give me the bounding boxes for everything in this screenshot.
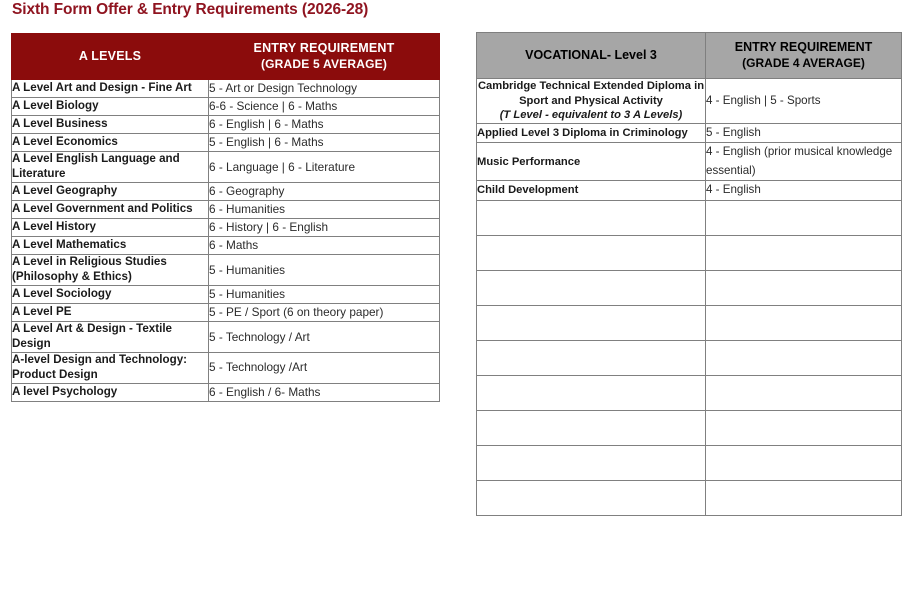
a-levels-body: [12, 80, 440, 402]
vocational-header-subject: VOCATIONAL- Level 3: [477, 33, 706, 79]
empty-subject-cell: [477, 235, 706, 270]
vocational-subject-title: Cambridge Technical Extended Diploma in Sport and Physical Activity: [477, 80, 705, 107]
empty-subject-cell: [477, 375, 706, 410]
a-levels-header-subject: A LEVELS: [12, 34, 209, 80]
empty-subject-cell: [477, 445, 706, 480]
empty-requirement-cell: [706, 410, 902, 445]
empty-requirement-cell: [706, 235, 902, 270]
table-row: [12, 352, 440, 383]
vocational-subject-cell: [477, 79, 706, 124]
a-level-subject-cell: A Level Government and Politics: [12, 201, 209, 219]
empty-requirement-cell: [706, 340, 902, 375]
a-level-subject-cell: A Level Economics: [12, 134, 209, 152]
a-level-subject-cell: A Level Geography: [12, 183, 209, 201]
table-row: [477, 143, 902, 181]
a-levels-header-requirement: [209, 34, 440, 80]
a-level-subject-cell: A Level Sociology: [12, 286, 209, 304]
table-row: [12, 183, 440, 201]
a-level-requirement-cell: 5 - Technology / Art: [209, 322, 440, 353]
empty-subject-cell: [477, 410, 706, 445]
empty-subject-cell: [477, 305, 706, 340]
empty-requirement-cell: [706, 270, 902, 305]
a-level-subject-cell: A Level Mathematics: [12, 237, 209, 255]
empty-table-row: [477, 445, 902, 480]
table-row: [477, 123, 902, 143]
a-level-subject-cell: A level Psychology: [12, 383, 209, 401]
empty-requirement-cell: [706, 200, 902, 235]
a-level-subject-cell: A Level Art and Design - Fine Art: [12, 80, 209, 98]
a-levels-header-row: [12, 34, 440, 80]
a-level-subject-cell: A Level in Religious Studies (Philosophy & Ethics): [12, 255, 209, 286]
table-row: [12, 383, 440, 401]
a-level-subject-cell: A Level History: [12, 219, 209, 237]
vocational-table: [476, 32, 902, 516]
empty-table-row: [477, 305, 902, 340]
a-level-requirement-cell: 5 - Humanities: [209, 286, 440, 304]
a-level-requirement-cell: 5 - PE / Sport (6 on theory paper): [209, 304, 440, 322]
vocational-body: [477, 79, 902, 516]
a-level-subject-cell: A Level Art & Design - Textile Design: [12, 322, 209, 353]
empty-requirement-cell: [706, 305, 902, 340]
a-level-subject-cell: A Level English Language and Literature: [12, 152, 209, 183]
table-row: [12, 322, 440, 353]
a-level-requirement-cell: 5 - English | 6 - Maths: [209, 134, 440, 152]
empty-table-row: [477, 480, 902, 515]
table-row: [12, 304, 440, 322]
empty-table-row: [477, 200, 902, 235]
vocational-subject-cell: Child Development: [477, 181, 706, 201]
vocational-header-requirement: [706, 33, 902, 79]
a-levels-header-requirement-line2: (GRADE 5 AVERAGE): [260, 56, 388, 71]
vocational-requirement-cell: 5 - English: [706, 123, 902, 143]
table-row: [12, 201, 440, 219]
a-levels-table: [11, 33, 440, 402]
a-level-subject-cell: A Level PE: [12, 304, 209, 322]
a-level-subject-cell: A Level Business: [12, 116, 209, 134]
a-level-requirement-cell: 6 - English / 6- Maths: [209, 383, 440, 401]
empty-table-row: [477, 235, 902, 270]
a-level-subject-cell: A Level Biology: [12, 98, 209, 116]
table-row: [477, 181, 902, 201]
table-row: [12, 219, 440, 237]
a-level-requirement-cell: 6 - Language | 6 - Literature: [209, 152, 440, 183]
page-title: Sixth Form Offer & Entry Requirements (2026-28): [12, 1, 369, 18]
a-level-requirement-cell: 6-6 - Science | 6 - Maths: [209, 98, 440, 116]
empty-requirement-cell: [706, 445, 902, 480]
a-level-requirement-cell: 6 - English | 6 - Maths: [209, 116, 440, 134]
table-row: [12, 116, 440, 134]
empty-table-row: [477, 340, 902, 375]
a-level-requirement-cell: 5 - Technology /Art: [209, 352, 440, 383]
table-row: [12, 134, 440, 152]
empty-subject-cell: [477, 340, 706, 375]
empty-requirement-cell: [706, 480, 902, 515]
table-row: [12, 80, 440, 98]
vocational-requirement-cell: 4 - English (prior musical knowledge essential): [706, 143, 902, 181]
a-levels-header-requirement-line1: ENTRY REQUIREMENT: [253, 41, 395, 56]
vocational-requirement-cell: 4 - English: [706, 181, 902, 201]
empty-table-row: [477, 410, 902, 445]
table-row: [477, 79, 902, 124]
a-level-subject-cell: A-level Design and Technology: Product Design: [12, 352, 209, 383]
empty-subject-cell: [477, 270, 706, 305]
empty-subject-cell: [477, 480, 706, 515]
table-row: [12, 237, 440, 255]
a-level-requirement-cell: 6 - Maths: [209, 237, 440, 255]
table-row: [12, 286, 440, 304]
table-row: [12, 152, 440, 183]
vocational-subject-note: (T Level - equivalent to 3 A Levels): [499, 109, 683, 122]
a-level-requirement-cell: 6 - History | 6 - English: [209, 219, 440, 237]
vocational-subject-cell: Music Performance: [477, 143, 706, 181]
table-row: [12, 98, 440, 116]
a-level-requirement-cell: 6 - Humanities: [209, 201, 440, 219]
empty-table-row: [477, 375, 902, 410]
a-level-requirement-cell: 5 - Humanities: [209, 255, 440, 286]
vocational-requirement-cell: 4 - English | 5 - Sports: [706, 79, 902, 124]
a-level-requirement-cell: 5 - Art or Design Technology: [209, 80, 440, 98]
vocational-header-row: [477, 33, 902, 79]
a-level-requirement-cell: 6 - Geography: [209, 183, 440, 201]
empty-requirement-cell: [706, 375, 902, 410]
empty-subject-cell: [477, 200, 706, 235]
vocational-header-requirement-line1: ENTRY REQUIREMENT: [734, 40, 873, 55]
empty-table-row: [477, 270, 902, 305]
vocational-subject-cell: Applied Level 3 Diploma in Criminology: [477, 123, 706, 143]
table-row: [12, 255, 440, 286]
vocational-header-requirement-line2: (GRADE 4 AVERAGE): [742, 55, 865, 70]
